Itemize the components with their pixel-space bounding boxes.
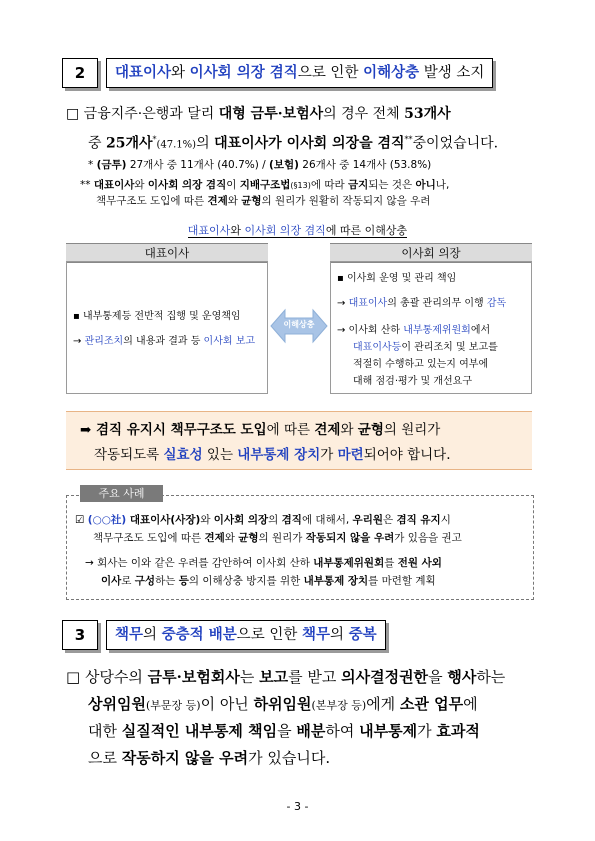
conclusion-line-1: ➡ 겸직 유지시 책무구조도 도입에 따른 견제와 균형의 원리가 (80, 422, 441, 438)
paragraph-1-line-2: 중 25개사*(47.1%)의 대표이사가 이사회 의장을 겸직**중이었습니다. (88, 135, 499, 152)
footnote-2: ** 대표이사와 이사회 의장 겸직이 지배구조법(§13)에 따라 금지되는 것은 아니나, (80, 179, 450, 191)
footnote-2-cont: 책무구조도 도입에 따른 견제와 균형의 원리가 원활히 작동되지 않을 우려 (96, 195, 431, 207)
chair-item-3-line-2: 대표이사등이 관리조치 및 보고를 (353, 342, 498, 353)
section-number: 3 (62, 620, 98, 650)
case-line-1: ☑ (○○社) 대표이사(사장)와 이사회 의장의 겸직에 대해서, 우리원은 겸직 유지시 (75, 514, 451, 526)
conclusion-line-2: 작동되도록 실효성 있는 내부통제 장치가 마련되어야 합니다. (94, 447, 451, 463)
chair-item-1: ▪ 이사회 운영 및 관리 책임 (337, 273, 457, 284)
paragraph-1-line-1: □ 금융지주·은행과 달리 대형 금투·보험사의 경우 전체 53개사 (66, 106, 451, 122)
paragraph-2-line-3: 대한 실질적인 내부통제 책임을 배분하여 내부통제가 효과적 (88, 722, 480, 740)
chair-item-3: → 이사회 산하 내부통제위원회에서 (337, 325, 491, 336)
diagram-title: 대표이사와 이사회 의장 겸직에 따른 이해상충 (187, 224, 408, 237)
section-title: 책무의 중층적 배분으로 인한 책무의 중복 (106, 620, 386, 650)
chair-item-3-line-4: 대해 점검·평가 및 개선요구 (353, 376, 472, 387)
ceo-item-2: → 관리조치의 내용과 결과 등 이사회 보고 (73, 336, 256, 347)
chair-box (330, 261, 532, 394)
ceo-box (66, 261, 268, 394)
case-line-3: → 회사는 이와 같은 우려를 감안하여 이사회 산하 내부통제위원회를 전원 사외 (85, 557, 442, 569)
arrow-label: 이해상충 (283, 320, 315, 329)
section-number: 2 (62, 58, 98, 88)
section-title: 대표이사와 이사회 의장 겸직으로 인한 이해상충 발생 소지 (106, 58, 493, 88)
chair-item-2: → 대표이사의 총괄 관리의무 이행 감독 (337, 298, 507, 309)
case-box (66, 495, 534, 600)
case-tag: 주요 사례 (80, 485, 163, 502)
paragraph-2-line-2: 상위임원(부문장 등)이 아닌 하위임원(본부장 등)에게 소관 업무에 (88, 695, 478, 713)
diagram-right-header: 이사회 의장 (330, 243, 532, 263)
diagram-left-header: 대표이사 (66, 243, 268, 263)
paragraph-2-line-4: 으로 작동하지 않을 우려가 있습니다. (88, 749, 331, 767)
chair-item-3-line-3: 적절히 수행하고 있는지 여부에 (353, 359, 489, 370)
paragraph-2-line-1: □ 상당수의 금투·보험회사는 보고를 받고 의사결정권한을 행사하는 (66, 668, 506, 686)
page-number: - 3 - (286, 800, 309, 813)
footnote-1: * (금투) 27개사 중 11개사 (40.7%) / (보험) 26개사 중 14개사 (53.8%) (88, 159, 432, 171)
conclusion-box (66, 411, 532, 470)
ceo-item-1: ▪ 내부통제등 전반적 집행 및 운영책임 (73, 311, 241, 322)
case-line-2: 책무구조도 도입에 따른 견제와 균형의 원리가 작동되지 않을 우려가 있음을 권고 (93, 532, 462, 544)
case-line-4: 이사로 구성하는 등의 이해상충 방지를 위한 내부통제 장치를 마련할 계획 (101, 575, 436, 587)
